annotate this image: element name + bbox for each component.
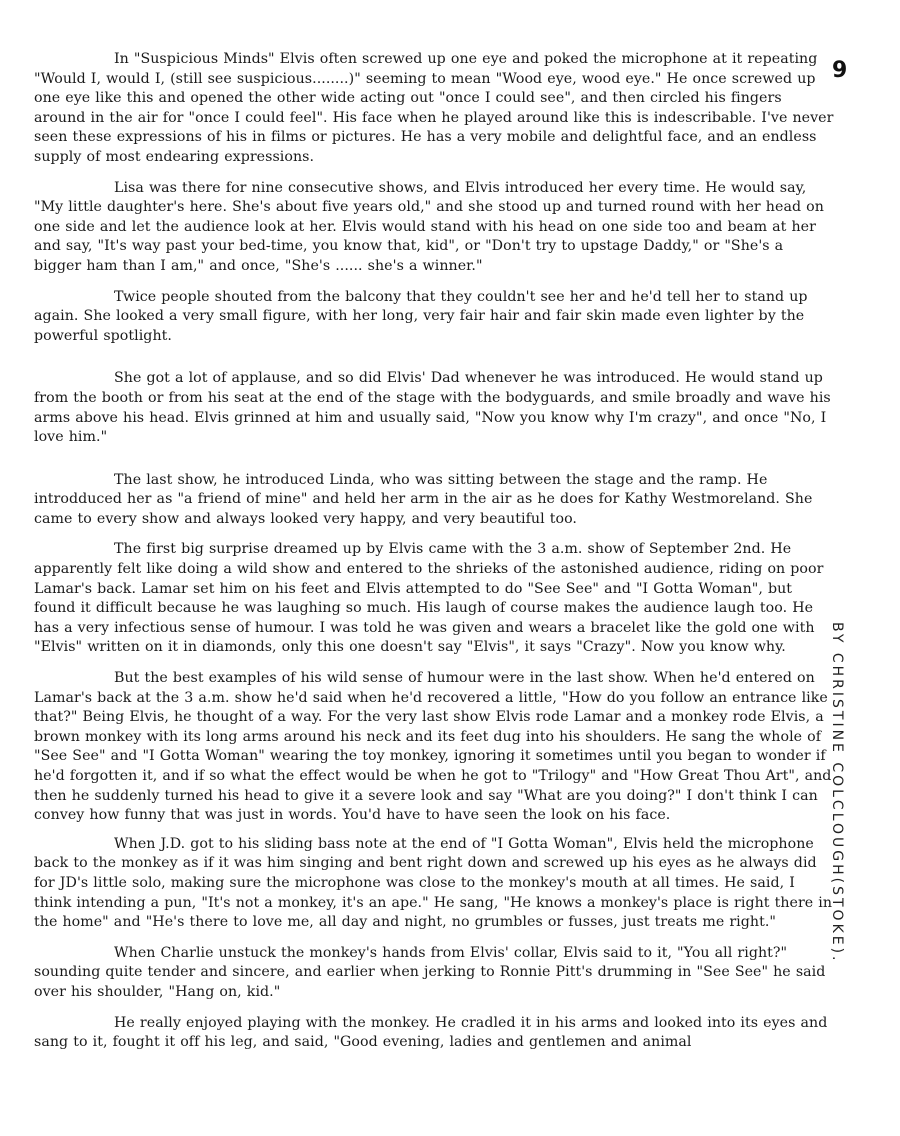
article-body xyxy=(34,50,834,1053)
paragraph-dad: She got a lot of applause, and so did Elvis' Dad whenever he was introduced. He would stand up from the booth or from his seat at the end of the stage with the bodyguards, and smile broadly and wave his arms above his head. Elvis grinned at him and usually said, "Now you know why I'm crazy", and once "No, I love him." xyxy=(34,370,831,446)
page-number: 9 xyxy=(832,58,848,83)
paragraph-jd-bass-note: When J.D. got to his sliding bass note at the end of "I Gotta Woman", Elvis held the microphone back to the monkey as if it was him singing and bent right down and screwed up his eyes as he always did for JD's little solo, making sure the microphone was close to the monkey's mouth at all times. He said, I think intending a pun, "It's not a monkey, it's an ape." He sang, "He knows a monkey's place is right there in the home" and "He's there to love me, all day and night, no grumbles or fusses, just treats me right." xyxy=(34,835,833,931)
paragraph-linda: The last show, he introduced Linda, who was sitting between the stage and the ramp. He introdduced her as "a friend of mine" and held her arm in the air as he does for Kathy Westmoreland. She came to every show and always looked very happy, and very beautiful too. xyxy=(34,471,813,527)
paragraph-charlie: When Charlie unstuck the monkey's hands from Elvis' collar, Elvis said to it, "You all right?" sounding quite tender and sincere, and earlier when jerking to Ronnie Pitt's drumming in "See See" he said over his shoulder, "Hang on, kid." xyxy=(34,944,826,1000)
paragraph-suspicious-minds: In "Suspicious Minds" Elvis often screwed up one eye and poked the microphone at it repeating "Would I, would I, (still see suspicious........)" seeming to mean "Wood eye, wood eye." He once screwed up one eye like this and opened the other wide acting out "once I could see", and then circled his fingers around in the air for "once I could feel". His face when he played around like this is indescribable. I've never seen these expressions of his in films or pictures. He has a very mobile and delightful face, and an endless supply of most endearing expressions. xyxy=(34,51,834,165)
paragraph-wild-humour: But the best examples of his wild sense of humour were in the last show. When he'd entered on Lamar's back at the 3 a.m. show he'd said when he'd recovered a little, "How do you follow an entrance like that?" Being Elvis, he thought of a way. For the very last show Elvis rode Lamar and a monkey rode Elvis, a brown monkey with its long arms around his neck and its feet dug into his shoulders. He sang the whole of "See See" and "I Gotta Woman" wearing the toy monkey, ignoring it sometimes until you began to wonder if he'd forgotten it, and if so what the effect would be when he got to "Trilogy" and "How Great Thou Art", and then he suddenly turned his head to give it a severe look and say "What are you doing?" I don't think I can convey how funny that was just in words. You'd have to have seen the look on his face. xyxy=(34,670,832,824)
paragraph-balcony: Twice people shouted from the balcony that they couldn't see her and he'd tell her to stand up again. She looked a very small figure, with her long, very fair hair and fair skin made even lighter by the powerful spotlight. xyxy=(34,288,808,344)
author-byline: BY CHRISTINE COLCLOUGH(STOKE). xyxy=(829,622,845,964)
paragraph-lisa: Lisa was there for nine consecutive shows, and Elvis introduced her every time. He would say, "My little daughter's here. She's about five years old," and she stood up and turned round with her head on one side and let the audience look at her. Elvis would stand with his head on one side too and beam at her and say, "It's way past your bed-time, you know that, kid", or "Don't try to upstage Daddy," or "She's a bigger ham than I am," and once, "She's ...... she's a winner." xyxy=(34,179,824,274)
paragraph-playing-monkey: He really enjoyed playing with the monkey. He cradled it in his arms and looked into its eyes and sang to it, fought it off his leg, and said, "Good evening, ladies and gentlemen and animal xyxy=(34,1014,828,1051)
paragraph-first-surprise: The first big surprise dreamed up by Elvis came with the 3 a.m. show of September 2nd. He apparently felt like doing a wild show and entered to the shrieks of the astonished audience, riding on poor Lamar's back. Lamar set him on his feet and Elvis attempted to do "See See" and "I Gotta Woman", but found it difficult because he was laughing so much. His laugh of course makes the audience laugh too. He has a very infectious sense of humour. I was told he was given and wears a bracelet like the gold one with "Elvis" written on it in diamonds, only this one doesn't say "Elvis", it says "Crazy". Now you know why. xyxy=(34,541,824,656)
